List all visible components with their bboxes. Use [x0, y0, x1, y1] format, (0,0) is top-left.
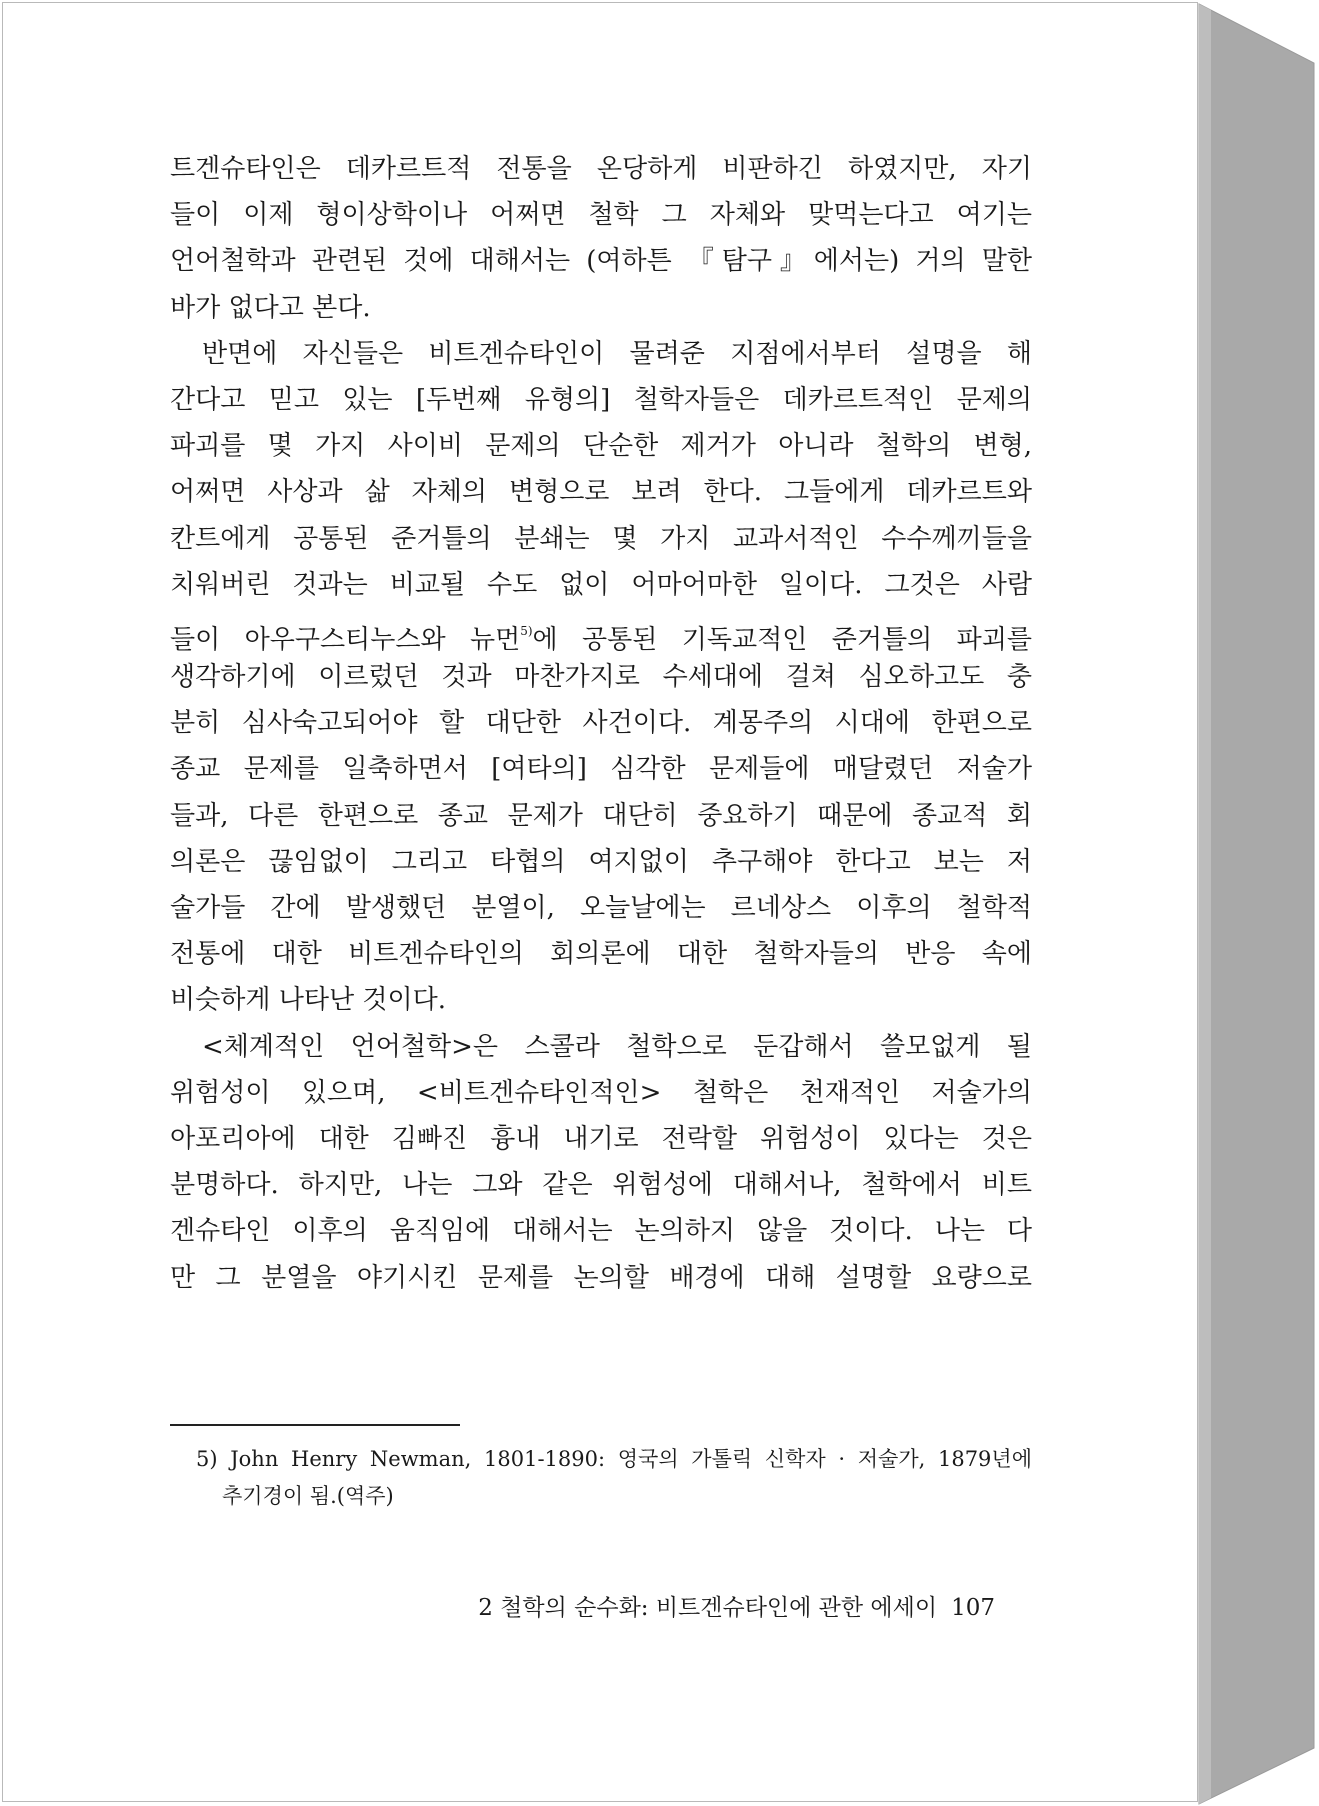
body-text: [170, 146, 1032, 1301]
body-line: 들과, 다른 한편으로 종교 문제가 대단히 중요하기 때문에 종교적 회: [170, 800, 1032, 831]
footnote-line: 5) John Henry Newman, 1801-1890: 영국의 가톨릭 신학자 · 저술가, 1879년에: [196, 1447, 1032, 1471]
running-footer: [470, 1589, 995, 1622]
body-line: 생각하기에 이르렀던 것과 마찬가지로 수세대에 걸쳐 심오하고도 충: [170, 662, 1032, 693]
body-line: 종교 문제를 일축하면서 [여타의] 심각한 문제들에 매달렸던 저술가: [170, 754, 1032, 785]
running-title: 2 철학의 순수화: 비트겐슈타인에 관한 에세이: [478, 1595, 938, 1621]
body-line: 의론은 끊임없이 그리고 타협의 여지없이 추구해야 한다고 보는 저: [170, 846, 1032, 877]
body-line: 겐슈타인 이후의 움직임에 대해서는 논의하지 않을 것이다. 나는 다: [170, 1216, 1032, 1247]
body-line: 분명하다. 하지만, 나는 그와 같은 위험성에 대해서나, 철학에서 비트: [170, 1170, 1032, 1201]
body-line: [170, 608, 1032, 654]
body-line: 들이 이제 형이상학이나 어쩌면 철학 그 자체와 맞먹는다고 여기는: [170, 200, 1032, 231]
body-line: 파괴를 몇 가지 사이비 문제의 단순한 제거가 아니라 철학의 변형,: [170, 431, 1032, 462]
body-line: 술가들 간에 발생했던 분열이, 오늘날에는 르네상스 이후의 철학적: [170, 893, 1032, 923]
footnote-marker: 5): [520, 623, 533, 638]
body-line: 반면에 자신들은 비트겐슈타인이 물려준 지점에서부터 설명을 해: [202, 338, 1032, 369]
body-line: 어쩌면 사상과 삶 자체의 변형으로 보려 한다. 그들에게 데카르트와: [170, 477, 1032, 508]
body-line: 위험성이 있으며, <비트겐슈타인적인> 철학은 천재적인 저술가의: [170, 1077, 1032, 1108]
body-line: 바가 없다고 본다.: [170, 292, 371, 323]
body-line: 칸트에게 공통된 준거틀의 분쇄는 몇 가지 교과서적인 수수께끼들을: [170, 523, 1032, 554]
footnote-line: 추기경이 됨.(역주): [222, 1484, 394, 1508]
body-line: <체계적인 언어철학>은 스콜라 철학으로 둔갑해서 쓸모없게 될: [202, 1031, 1032, 1062]
body-line: 치워버린 것과는 비교될 수도 없이 어마어마한 일이다. 그것은 사람: [170, 569, 1032, 600]
body-line: 언어철학과 관련된 것에 대해서는 (여하튼 『탐구』에서는) 거의 말한: [170, 246, 1032, 277]
body-line-part: 들이 아우구스티누스와 뉴먼: [170, 624, 521, 655]
body-line-part: 에 공통된 기독교적인 준거틀의 파괴를: [532, 624, 1032, 655]
body-line: 비슷하게 나타난 것이다.: [170, 985, 446, 1016]
body-line: 간다고 믿고 있는 [두번째 유형의] 철학자들은 데카르트적인 문제의: [170, 384, 1032, 415]
body-line: 전통에 대한 비트겐슈타인의 회의론에 대한 철학자들의 반응 속에: [170, 939, 1032, 970]
body-line: 아포리아에 대한 김빠진 흉내 내기로 전락할 위험성이 있다는 것은: [170, 1123, 1032, 1154]
body-line: 만 그 분열을 야기시킨 문제를 논의할 배경에 대해 설명할 요량으로: [170, 1262, 1032, 1293]
body-line: 분히 심사숙고되어야 할 대단한 사건이다. 계몽주의 시대에 한편으로: [170, 708, 1032, 739]
page-number: 107: [951, 1595, 995, 1621]
footnote-separator: [170, 1424, 460, 1426]
footnote: [196, 1441, 1032, 1515]
body-line: 트겐슈타인은 데카르트적 전통을 온당하게 비판하긴 하였지만, 자기: [170, 154, 1032, 184]
